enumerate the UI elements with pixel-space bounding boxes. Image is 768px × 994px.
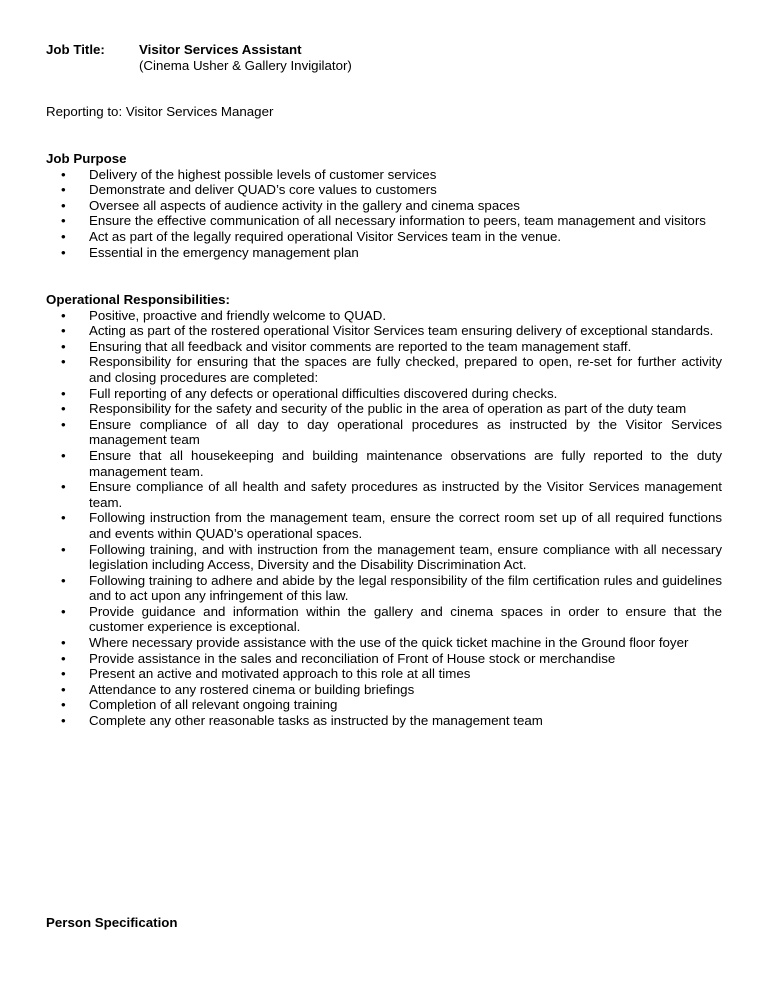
list-item — [46, 604, 722, 635]
list-item — [46, 510, 722, 541]
bullet-icon: • — [61, 635, 66, 651]
list-item-text: Oversee all aspects of audience activity in the gallery and cinema spaces — [89, 197, 520, 213]
list-item-text: Demonstrate and deliver QUAD’s core values to customers — [89, 182, 437, 198]
list-item — [46, 167, 722, 183]
operational-list — [46, 308, 722, 729]
person-spec-heading: Person Specification — [46, 915, 178, 930]
bullet-icon: • — [61, 338, 66, 354]
bullet-icon: • — [61, 323, 66, 339]
bullet-icon: • — [61, 650, 66, 666]
list-item — [46, 417, 722, 448]
list-item — [46, 651, 722, 667]
bullet-icon: • — [61, 479, 66, 495]
reporting-row — [46, 104, 722, 120]
list-item — [46, 448, 722, 479]
list-item-text: Ensure that all housekeeping and building maintenance observations are fully reported to the duty management team. — [89, 447, 722, 479]
list-item — [46, 354, 722, 385]
list-item-text: Following instruction from the management team, ensure the correct room set up of all required functions and events within QUAD’s operational spaces. — [89, 510, 722, 541]
list-item — [46, 339, 722, 355]
list-item-text: Acting as part of the rostered operational Visitor Services team ensuring delivery of exceptional standards. — [89, 323, 714, 339]
list-item-text: Full reporting of any defects or operational difficulties discovered during checks. — [89, 385, 558, 401]
list-item-text: Act as part of the legally required operational Visitor Services team in the venue. — [89, 228, 562, 244]
list-item — [46, 386, 722, 402]
list-item — [46, 323, 722, 339]
list-item — [46, 308, 722, 324]
bullet-icon: • — [61, 681, 66, 697]
list-item — [46, 401, 722, 417]
list-item — [46, 635, 722, 651]
operational-section — [46, 292, 722, 729]
bullet-icon: • — [61, 166, 66, 182]
bullet-icon: • — [61, 603, 66, 619]
list-item-text: Ensure the effective communication of all necessary information to peers, team management and visitors — [89, 213, 706, 229]
list-item — [46, 182, 722, 198]
reporting-label: Reporting to: — [46, 104, 123, 119]
list-item-text: Completion of all relevant ongoing training — [89, 697, 338, 713]
bullet-icon: • — [61, 401, 66, 417]
list-item — [46, 682, 722, 698]
list-item-text: Essential in the emergency management plan — [89, 244, 359, 260]
bullet-icon: • — [61, 697, 66, 713]
person-spec-section — [46, 915, 722, 931]
list-item — [46, 573, 722, 604]
list-item-text: Ensure compliance of all health and safety procedures as instructed by the Visitor Services management team. — [89, 479, 722, 510]
list-item-text: Complete any other reasonable tasks as instructed by the management team — [89, 713, 543, 729]
list-item-text: Ensure compliance of all day to day operational procedures as instructed by the Visitor Services management team — [89, 416, 722, 448]
bullet-icon: • — [61, 713, 66, 729]
job-title-label: Job Title: — [46, 42, 105, 57]
list-item-text: Ensuring that all feedback and visitor comments are reported to the team management staff. — [89, 338, 632, 354]
list-item — [46, 713, 722, 729]
job-purpose-list — [46, 167, 722, 261]
list-item-text: Present an active and motivated approach to this role at all times — [89, 666, 471, 682]
list-item-text: Attendance to any rostered cinema or building briefings — [89, 681, 415, 697]
job-title-text: Visitor Services Assistant — [139, 42, 302, 57]
bullet-icon: • — [61, 244, 66, 260]
reporting-value: Visitor Services Manager — [125, 104, 274, 119]
list-item-text: Following training, and with instruction from the management team, ensure compliance with all necessary legislation including Access, Diversity and the Disability Discrimination Act. — [89, 541, 722, 573]
list-item — [46, 245, 722, 261]
list-item-text: Provide assistance in the sales and reconciliation of Front of House stock or merchandise — [89, 650, 616, 666]
bullet-icon: • — [61, 541, 66, 557]
list-item-text: Responsibility for ensuring that the spaces are fully checked, prepared to open, re-set for further activity and closing procedures are completed: — [89, 354, 722, 385]
operational-heading: Operational Responsibilities: — [46, 292, 230, 307]
list-item-text: Positive, proactive and friendly welcome to QUAD. — [89, 307, 387, 323]
job-title-value — [139, 42, 352, 73]
bullet-icon: • — [61, 354, 66, 370]
bullet-icon: • — [61, 666, 66, 682]
list-item — [46, 198, 722, 214]
bullet-icon: • — [61, 228, 66, 244]
job-purpose-section — [46, 151, 722, 260]
bullet-icon: • — [61, 385, 66, 401]
list-item — [46, 213, 722, 229]
list-item — [46, 479, 722, 510]
list-item-text: Responsibility for the safety and security of the public in the area of operation as part of the duty team — [89, 401, 687, 417]
bullet-icon: • — [61, 307, 66, 323]
bullet-icon: • — [61, 182, 66, 198]
bullet-icon: • — [61, 213, 66, 229]
list-item — [46, 666, 722, 682]
list-item-text: Provide guidance and information within the gallery and cinema spaces in order to ensure that the customer experience is exceptional. — [89, 603, 722, 635]
list-item — [46, 542, 722, 573]
bullet-icon: • — [61, 510, 66, 526]
bullet-icon: • — [61, 447, 66, 463]
list-item — [46, 229, 722, 245]
list-item — [46, 697, 722, 713]
bullet-icon: • — [61, 197, 66, 213]
bullet-icon: • — [61, 572, 66, 588]
list-item-text: Delivery of the highest possible levels of customer services — [89, 166, 437, 182]
bullet-icon: • — [61, 416, 66, 432]
list-item-text: Following training to adhere and abide by the legal responsibility of the film certification rules and guidelines and to act upon any infringement of this law. — [89, 572, 722, 604]
job-title-subtitle: (Cinema Usher & Gallery Invigilator) — [139, 57, 352, 73]
list-item-text: Where necessary provide assistance with the use of the quick ticket machine in the Ground floor foyer — [89, 635, 689, 651]
job-purpose-heading: Job Purpose — [46, 151, 127, 166]
